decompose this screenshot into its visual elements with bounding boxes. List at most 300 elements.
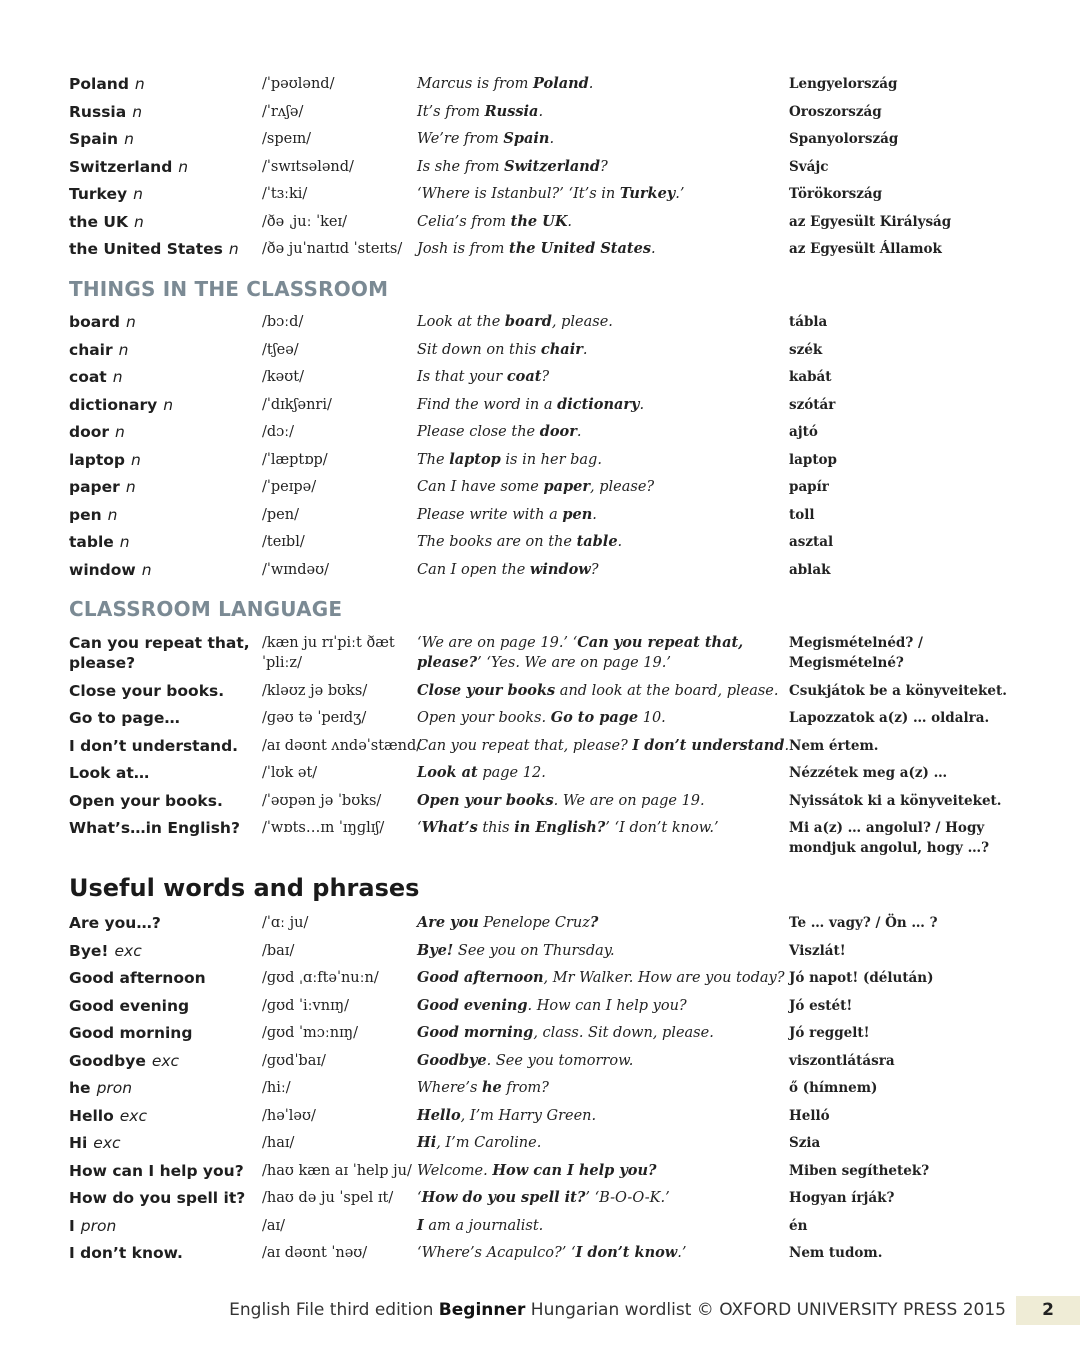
part-of-speech: n: [112, 368, 123, 386]
example-text: ’ ‘Yes. We are on page 19.’: [477, 655, 671, 671]
headword: [69, 633, 262, 673]
hungarian-translation: Törökország: [789, 186, 883, 202]
example-sentence: [417, 996, 789, 1016]
headword: [69, 532, 262, 552]
headword-text: door: [69, 423, 110, 441]
example-text: ‘Where’s Acapulco?’ ‘: [417, 1245, 576, 1261]
headword: [69, 1023, 262, 1043]
example-text: . How can I help you?: [527, 997, 687, 1014]
example-sentence: [417, 1051, 789, 1071]
headword: [69, 340, 262, 360]
example-keyword: Look at: [417, 764, 478, 781]
example-keyword: Russia: [484, 102, 539, 120]
headword: [69, 239, 262, 259]
headword: [69, 968, 262, 988]
example-text: .’: [677, 1245, 687, 1261]
headword: [69, 1243, 262, 1263]
headword-text: he: [69, 1079, 91, 1097]
example-text: Where’s: [417, 1080, 482, 1096]
example-sentence: [417, 129, 789, 149]
wordlist-row: [0, 996, 1019, 1016]
example-keyword: Goodbye: [417, 1051, 487, 1069]
example-sentence: [417, 708, 789, 728]
wordlist-row: [0, 1023, 1019, 1043]
pronunciation: /ɡəʊ tə ˈpeɪdʒ/: [262, 710, 367, 726]
example-sentence: [417, 818, 789, 838]
headword: [69, 560, 262, 580]
wordlist-row: [0, 532, 1019, 552]
example-keyword: paper: [543, 478, 591, 495]
example-text: , class. Sit down, please.: [533, 1025, 714, 1041]
wordlist-row: [0, 708, 1019, 728]
part-of-speech: pron: [80, 1216, 117, 1235]
wordlist-row: [0, 450, 1019, 470]
headword-text: Switzerland: [69, 157, 173, 176]
example-text: Josh is from: [417, 241, 510, 257]
wordlist-row: [0, 157, 1019, 177]
pronunciation: /ˈrʌʃə/: [262, 103, 304, 120]
example-keyword: laptop: [449, 450, 501, 468]
headword-text: Bye!: [69, 941, 109, 960]
example-keyword: table: [576, 533, 618, 550]
example-sentence: [417, 102, 789, 122]
headword: [69, 818, 262, 838]
part-of-speech: n: [115, 423, 125, 441]
part-of-speech: exc: [119, 1106, 147, 1125]
headword-text: I don’t understand.: [69, 736, 239, 755]
hungarian-translation: ablak: [789, 561, 831, 578]
example-keyword: Hi: [417, 1134, 437, 1151]
headword: [69, 1078, 262, 1098]
hungarian-translation: laptop: [789, 451, 837, 468]
footer-suffix: Hungarian wordlist © OXFORD UNIVERSITY PRESS 2015: [525, 1300, 1006, 1320]
example-sentence: [417, 340, 789, 360]
pronunciation: /ˈtɜːki/: [262, 186, 308, 202]
wordlist-row: [0, 1161, 1019, 1181]
example-text: . See you tomorrow.: [486, 1052, 634, 1069]
example-keyword: pen: [562, 505, 593, 523]
pronunciation: /ˈɑː ju/: [262, 915, 309, 931]
wordlist-row: [0, 1078, 1019, 1098]
headword-text: laptop: [69, 450, 126, 469]
wordlist-row: [0, 968, 1019, 988]
example-sentence: [417, 74, 789, 94]
headword: [69, 74, 262, 94]
example-sentence: [417, 505, 789, 525]
example-sentence: [417, 913, 789, 933]
pronunciation: /baɪ/: [262, 942, 295, 959]
headword-text: Good evening: [69, 996, 190, 1015]
hungarian-translation: szótár: [789, 396, 836, 413]
example-sentence: [417, 367, 789, 387]
hungarian-translation: Svájc: [789, 158, 829, 175]
headword-text: Look at…: [69, 764, 150, 782]
example-text: ’ ‘I don’t know.’: [605, 820, 719, 836]
headword: [69, 505, 262, 525]
wordlist-row: [0, 791, 1019, 811]
headword: [69, 996, 262, 1016]
pronunciation: /həˈləʊ/: [262, 1107, 316, 1124]
example-keyword: Poland: [533, 75, 589, 92]
hungarian-translation: Oroszország: [789, 103, 882, 120]
wordlist-row: [0, 818, 1004, 858]
pronunciation: /haɪ/: [262, 1135, 295, 1151]
pronunciation: /kəʊt/: [262, 369, 304, 385]
pronunciation: /ˈəʊpən jə ˈbʊks/: [262, 792, 382, 809]
headword-text: paper: [69, 478, 120, 496]
hungarian-translation: viszontlátásra: [789, 1052, 895, 1069]
example-text: 10.: [638, 710, 666, 726]
example-keyword: I don’t know: [575, 1244, 678, 1261]
hungarian-translation: az Egyesült Királyság: [789, 213, 952, 230]
headword: [69, 708, 262, 728]
example-text: . We are on page 19.: [553, 792, 705, 809]
example-text: , I’m Caroline.: [436, 1135, 542, 1151]
part-of-speech: n: [228, 240, 239, 258]
example-sentence: [417, 941, 789, 961]
hungarian-translation: én: [789, 1217, 808, 1234]
wordlist-row: [0, 505, 1019, 525]
example-keyword: Spain: [503, 130, 550, 147]
example-text: , Mr Walker. How are you today?: [543, 970, 785, 986]
example-text: It’s from: [417, 103, 485, 120]
example-text: am a journalist.: [423, 1217, 544, 1234]
example-text: , please?: [590, 479, 655, 495]
headword: [69, 1106, 262, 1126]
pronunciation: /ðə ˌjuː ˈkeɪ/: [262, 213, 347, 230]
wordlist-row: [0, 1216, 1019, 1236]
example-sentence: [417, 422, 789, 442]
example-sentence: [417, 1023, 789, 1043]
wordlist-row: [0, 340, 1019, 360]
part-of-speech: exc: [114, 941, 142, 960]
wordlist-row: [0, 312, 1019, 332]
wordlist-row: [0, 913, 1019, 933]
headword: [69, 367, 262, 387]
footer-credit: [229, 1296, 1006, 1324]
example-text: Please write with a: [417, 506, 563, 523]
pronunciation: /ˈpəʊlənd/: [262, 76, 335, 92]
example-keyword: he: [482, 1079, 502, 1096]
example-sentence: [417, 395, 789, 415]
part-of-speech: n: [134, 75, 145, 93]
example-keyword: coat: [506, 368, 542, 385]
wordlist-row: [0, 102, 1019, 122]
example-text: .: [538, 103, 544, 120]
headword: [69, 791, 262, 811]
example-keyword: How can I help you?: [492, 1161, 657, 1179]
wordlist-row: [0, 681, 1019, 701]
pronunciation: /aɪ/: [262, 1217, 286, 1234]
headword-text: dictionary: [69, 395, 158, 414]
example-text: We’re from: [417, 131, 504, 147]
example-text: Sit down on this: [417, 341, 541, 358]
headword: [69, 450, 262, 470]
example-sentence: [417, 1106, 789, 1126]
hungarian-translation: kabát: [789, 369, 832, 385]
section-heading-language: CLASSROOM LANGUAGE: [69, 597, 343, 621]
hungarian-translation: Miben segíthetek?: [789, 1162, 930, 1179]
example-text: Can you repeat that, please?: [417, 737, 633, 754]
pronunciation: /ɡʊd ˈmɔːnɪŋ/: [262, 1025, 358, 1041]
example-sentence: [417, 763, 789, 783]
example-keyword: Are you: [417, 914, 479, 931]
headword-text: Russia: [69, 102, 127, 121]
headword: [69, 763, 262, 783]
headword-text: How can I help you?: [69, 1161, 244, 1180]
part-of-speech: exc: [151, 1051, 180, 1070]
headword-text: Turkey: [69, 185, 128, 203]
example-text: ’ ‘B-O-O-K.’: [585, 1190, 670, 1206]
part-of-speech: pron: [96, 1079, 133, 1097]
headword-text: Good afternoon: [69, 969, 206, 987]
example-text: Welcome.: [417, 1162, 493, 1179]
hungarian-translation: Csukjátok be a könyveiteket.: [789, 682, 1007, 699]
example-sentence: [417, 157, 789, 177]
footer-level: Beginner: [438, 1300, 526, 1320]
wordlist-row: [0, 395, 1019, 415]
pronunciation: /teɪbl/: [262, 534, 305, 550]
hungarian-translation: Spanyolország: [789, 131, 899, 147]
wordlist-row: [0, 736, 1019, 756]
example-sentence: [417, 1243, 789, 1263]
headword: [69, 129, 262, 149]
example-sentence: [417, 681, 789, 701]
example-text: ?: [541, 369, 550, 385]
pronunciation: /ˈwɒts…ɪn ˈɪŋɡlɪʃ/: [262, 820, 385, 836]
pronunciation: /ˈpeɪpə/: [262, 479, 317, 495]
pronunciation: /haʊ də ju ˈspel ɪt/: [262, 1190, 394, 1206]
wordlist-row: [0, 560, 1019, 580]
example-sentence: [417, 212, 789, 232]
example-text: Look at the: [417, 314, 505, 330]
headword: [69, 1051, 262, 1071]
example-text: The: [417, 451, 450, 468]
headword-text: the UK: [69, 212, 128, 231]
page-number: 2: [1016, 1296, 1080, 1325]
headword: [69, 184, 262, 204]
hungarian-translation: Viszlát!: [789, 942, 846, 959]
hungarian-translation: asztal: [789, 534, 834, 550]
example-text: ?: [590, 561, 599, 578]
hungarian-translation: papír: [789, 479, 829, 495]
hungarian-translation: ajtó: [789, 424, 818, 440]
example-sentence: [417, 450, 789, 470]
part-of-speech: n: [163, 395, 174, 414]
part-of-speech: n: [178, 157, 189, 176]
part-of-speech: n: [133, 212, 144, 231]
example-text: ‘: [417, 1190, 422, 1206]
headword-text: table: [69, 533, 114, 551]
headword-text: Hi: [69, 1134, 88, 1152]
example-sentence: [417, 239, 789, 259]
example-text: ‘We are on page 19.’ ‘: [417, 635, 578, 651]
wordlist-row: [0, 239, 1019, 259]
wordlist-row: [0, 1106, 1019, 1126]
example-text: Marcus is from: [417, 76, 534, 92]
wordlist-row: [0, 1188, 1019, 1208]
example-keyword: How do you spell it?: [421, 1189, 586, 1206]
example-text: Can I open the: [417, 561, 530, 578]
example-text: Is that your: [417, 369, 507, 385]
example-keyword: board: [504, 313, 552, 330]
pronunciation: /ˈlʊk ət/: [262, 765, 318, 781]
part-of-speech: n: [118, 340, 129, 359]
example-sentence: [417, 1161, 789, 1181]
footer-prefix: English File third edition: [229, 1300, 439, 1320]
example-text: Please close the: [417, 424, 540, 440]
example-keyword: Switzerland: [504, 157, 600, 175]
part-of-speech: n: [124, 130, 134, 148]
example-text: .: [784, 737, 790, 754]
hungarian-translation: Lengyelország: [789, 76, 898, 92]
headword-text: Spain: [69, 130, 119, 148]
example-sentence: [417, 312, 789, 332]
example-text: Open your books.: [417, 710, 551, 726]
example-sentence: [417, 560, 789, 580]
example-sentence: [417, 968, 789, 988]
example-text: ?: [599, 158, 608, 175]
example-text: Find the word in a: [417, 396, 558, 413]
wordlist-row: [0, 1243, 1019, 1263]
hungarian-translation: Nézzétek meg a(z) …: [789, 765, 948, 781]
example-sentence: [417, 1133, 789, 1153]
example-text: ‘: [417, 820, 422, 836]
example-keyword: Good evening: [417, 996, 528, 1014]
wordlist-row: [0, 941, 1019, 961]
headword-text: Good morning: [69, 1024, 193, 1042]
wordlist-row: [0, 422, 1019, 442]
part-of-speech: n: [125, 478, 136, 496]
hungarian-translation: Nyissátok ki a könyveiteket.: [789, 792, 1002, 809]
headword-text: Goodbye: [69, 1051, 146, 1070]
hungarian-translation: tábla: [789, 314, 828, 330]
example-keyword: Bye!: [417, 941, 454, 959]
example-keyword: What’s: [421, 819, 478, 836]
example-text: and look at the board, please.: [555, 682, 779, 699]
example-keyword: Hello: [417, 1106, 461, 1124]
pronunciation: /ɡʊd ˌɑːftəˈnuːn/: [262, 970, 379, 986]
wordlist-row: [0, 129, 1019, 149]
pronunciation: /speɪn/: [262, 131, 312, 147]
example-keyword: door: [539, 423, 577, 440]
example-text: Celia’s from: [417, 213, 511, 230]
example-keyword: the UK: [510, 212, 568, 230]
headword: [69, 1161, 262, 1181]
hungarian-translation: Nem értem.: [789, 737, 879, 754]
useful-words-heading: Useful words and phrases: [69, 874, 420, 902]
hungarian-translation: Jó napot! (délután): [789, 970, 934, 986]
part-of-speech: n: [119, 533, 130, 551]
pronunciation: /kæn ju rɪˈpiːt ðæt ˈpliːz/: [262, 635, 395, 671]
example-sentence: [417, 1078, 789, 1098]
wordlist-row: [0, 1051, 1019, 1071]
part-of-speech: n: [107, 505, 118, 524]
example-text: .: [639, 396, 645, 413]
hungarian-translation: Te … vagy? / Ön … ?: [789, 915, 938, 931]
headword-text: Open your books.: [69, 791, 223, 810]
headword-text: coat: [69, 368, 107, 386]
headword: [69, 913, 262, 933]
example-keyword: chair: [540, 340, 583, 358]
headword-text: I: [69, 1216, 75, 1235]
hungarian-translation: toll: [789, 506, 815, 523]
wordlist-row: [0, 212, 1019, 232]
example-text: .: [567, 213, 573, 230]
pronunciation: /ˈlæptɒp/: [262, 451, 328, 468]
example-keyword: dictionary: [557, 395, 640, 413]
headword-text: pen: [69, 505, 102, 524]
example-text: , please.: [551, 314, 613, 330]
headword: [69, 395, 262, 415]
part-of-speech: exc: [93, 1134, 121, 1152]
hungarian-translation: Lapozzatok a(z) … oldalra.: [789, 710, 990, 726]
pronunciation: /kləʊz jə bʊks/: [262, 682, 368, 699]
pronunciation: /ˈdɪkʃənri/: [262, 396, 332, 413]
example-keyword: I don’t understand: [632, 736, 785, 754]
example-sentence: [417, 532, 789, 552]
part-of-speech: n: [125, 313, 136, 331]
example-keyword: Can you repeat that, please?: [417, 634, 744, 671]
headword-text: window: [69, 560, 136, 579]
example-text: page 12.: [477, 765, 546, 781]
wordlist-row: [0, 477, 1019, 497]
headword-text: Go to page…: [69, 709, 180, 727]
hungarian-translation: ő (hímnem): [789, 1080, 878, 1096]
pronunciation: /ðə juˈnaɪtɪd ˈsteɪts/: [262, 241, 403, 257]
example-keyword: Go to page: [550, 709, 639, 726]
pronunciation: /ɡʊd ˈiːvnɪŋ/: [262, 997, 349, 1014]
wordlist-row: [0, 633, 1019, 673]
pronunciation: /bɔːd/: [262, 314, 304, 330]
hungarian-translation: Helló: [789, 1107, 830, 1124]
example-text: ‘Where is Istanbul?’ ‘It’s in: [417, 186, 620, 202]
hungarian-translation: Jó reggelt!: [789, 1025, 870, 1041]
example-keyword: window: [529, 560, 591, 578]
example-sentence: [417, 184, 789, 204]
headword: [69, 312, 262, 332]
example-sentence: [417, 736, 789, 756]
part-of-speech: n: [132, 102, 143, 121]
example-keyword: Close your books: [417, 681, 556, 699]
example-keyword: Turkey: [619, 185, 676, 202]
headword: [69, 102, 262, 122]
headword: [69, 1188, 262, 1208]
hungarian-translation: Nem tudom.: [789, 1245, 883, 1261]
headword: [69, 736, 262, 756]
example-keyword: Good morning: [417, 1024, 534, 1041]
example-text: , I’m Harry Green.: [460, 1107, 597, 1124]
pronunciation: /aɪ dəʊnt ˈnəʊ/: [262, 1245, 368, 1261]
example-sentence: [417, 1188, 789, 1208]
wordlist-row: [0, 74, 1019, 94]
part-of-speech: n: [141, 560, 152, 579]
example-text: The books are on the: [417, 534, 577, 550]
headword: [69, 477, 262, 497]
pronunciation: /dɔː/: [262, 424, 295, 440]
example-text: Can I have some: [417, 479, 544, 495]
pronunciation: /aɪ dəʊnt ʌndəˈstænd/: [262, 737, 422, 754]
headword: [69, 157, 262, 177]
example-sentence: [417, 791, 789, 811]
hungarian-translation: Mi a(z) … angolul? / Hogy mondjuk angolul, hogy …?: [789, 820, 989, 856]
example-keyword: Open your books: [417, 791, 554, 809]
example-keyword: ?: [589, 914, 599, 931]
example-text: Is she from: [417, 158, 505, 175]
headword: [69, 212, 262, 232]
pronunciation: /tʃeə/: [262, 341, 299, 358]
example-text: .: [588, 76, 594, 92]
